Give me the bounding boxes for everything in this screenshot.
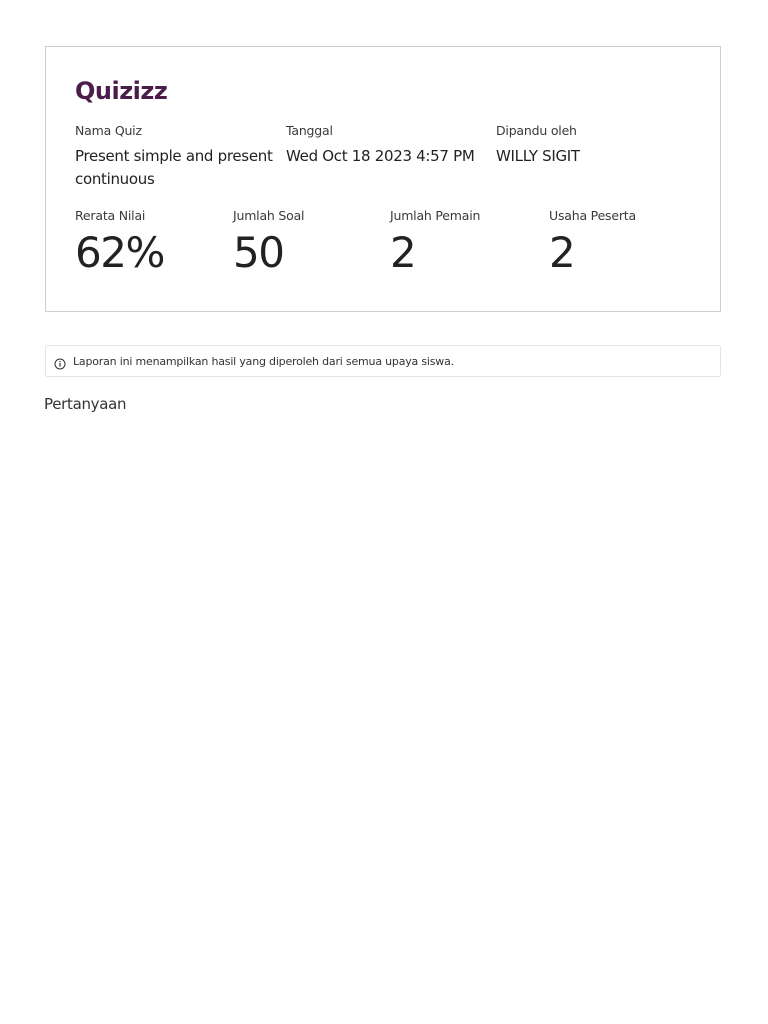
stat-attempt-count bbox=[549, 208, 699, 279]
stat-average-value: 62% bbox=[75, 228, 164, 277]
quizizz-logo bbox=[75, 76, 167, 106]
logo-text: Quizizz bbox=[75, 77, 168, 105]
stat-attempts-value: 2 bbox=[549, 228, 575, 277]
stat-attempts-label: Usaha Peserta bbox=[549, 208, 636, 223]
info-icon bbox=[54, 355, 66, 367]
info-notice-banner bbox=[45, 345, 721, 377]
quiz-name-field bbox=[75, 123, 275, 191]
stat-average-score bbox=[75, 208, 225, 279]
quiz-summary-card bbox=[45, 46, 721, 312]
stat-player-count bbox=[390, 208, 540, 279]
stat-questions-value: 50 bbox=[233, 228, 284, 277]
quiz-name-value: Present simple and present continuous bbox=[75, 147, 273, 188]
quiz-host-field bbox=[496, 123, 696, 168]
quiz-host-label: Dipandu oleh bbox=[496, 123, 577, 138]
quiz-host-value: WILLY SIGIT bbox=[496, 147, 580, 165]
stat-question-count bbox=[233, 208, 383, 279]
quiz-date-field bbox=[286, 123, 486, 168]
stat-players-value: 2 bbox=[390, 228, 416, 277]
questions-section-title: Pertanyaan bbox=[44, 395, 127, 413]
stat-questions-label: Jumlah Soal bbox=[233, 208, 305, 223]
quiz-date-label: Tanggal bbox=[286, 123, 333, 138]
stat-average-label: Rerata Nilai bbox=[75, 208, 146, 223]
quiz-date-value: Wed Oct 18 2023 4:57 PM bbox=[286, 147, 475, 165]
stat-players-label: Jumlah Pemain bbox=[390, 208, 481, 223]
info-notice-text: Laporan ini menampilkan hasil yang diperoleh dari semua upaya siswa. bbox=[73, 354, 454, 368]
quiz-name-label: Nama Quiz bbox=[75, 123, 142, 138]
